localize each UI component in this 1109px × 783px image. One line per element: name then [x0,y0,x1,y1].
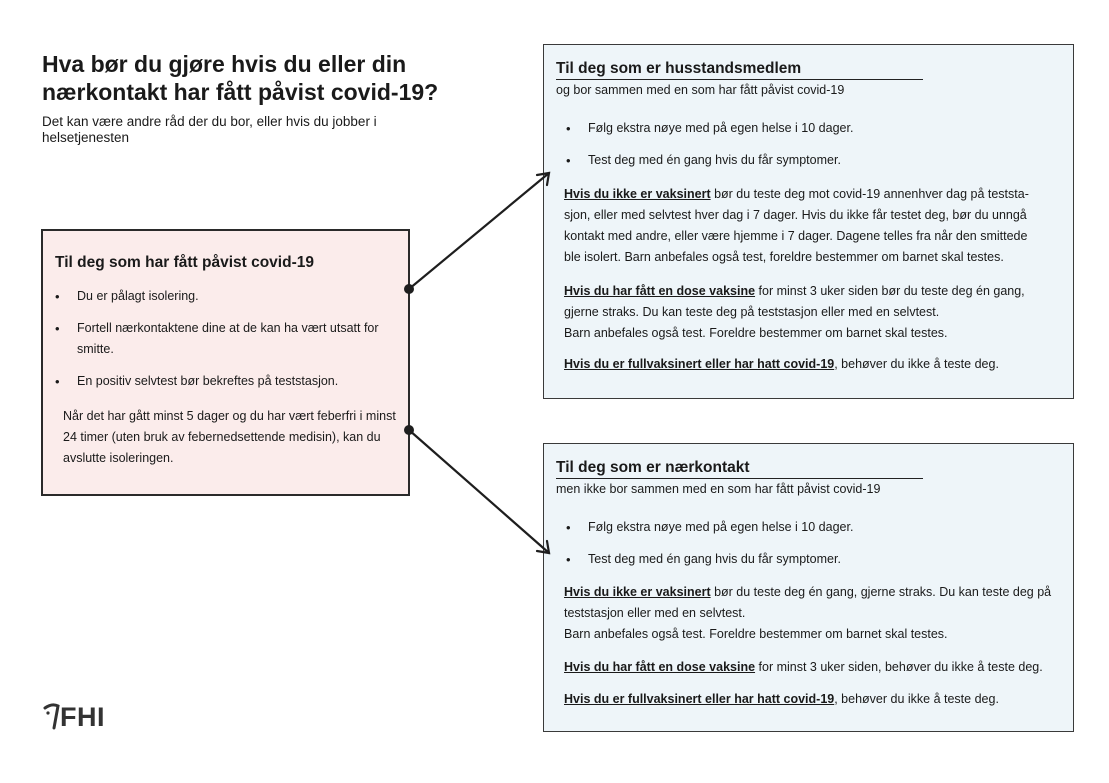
infected-isolation-text: Når det har gått minst 5 dager og du har vært feberfri i minst 24 timer (uten bruk av febernedsettende medisin), kan du avslutte isoleringen. [63,409,396,465]
household-one-dose-label: Hvis du har fått en dose vaksine [564,284,756,298]
infected-heading: Til deg som har fått påvist covid-19 [55,254,314,271]
list-item: • Test deg med én gang hvis du får symptomer. [556,150,1056,171]
connector-dot-top [404,284,414,294]
household-unvaccinated-label: Hvis du ikke er vaksinert [564,187,711,201]
arrow-to-household [409,173,549,289]
close-contact-unvaccinated-text: Hvis du ikke er vaksinert bør du teste deg én gang, gjerne straks. Du kan teste deg på teststasjon eller med en selvtest. Barn anbefales også test. Foreldre bestemmer om barnet skal testes. [564,585,1052,641]
household-heading: Til deg som er husstandsmedlem [556,60,923,80]
close-contact-full-label: Hvis du er fullvaksinert eller har hatt covid-19 [564,692,835,706]
page-subtitle: Det kan være andre råd der du bor, eller hvis du jobber i helsetjenesten [42,114,377,145]
household-full-label: Hvis du er fullvaksinert eller har hatt covid-19 [564,357,835,371]
close-contact-heading: Til deg som er nærkontakt [556,459,923,479]
close-contact-subheading: men ikke bor sammen med en som har fått påvist covid-19 [556,482,881,496]
close-contact-one-dose-text: Hvis du har fått en dose vaksine for minst 3 uker siden, behøver du ikke å teste deg. [564,660,1043,674]
arrow-to-close-contact [409,430,549,553]
household-unvaccinated-text: Hvis du ikke er vaksinert bør du teste deg mot covid-19 annenhver dag på teststa-sjon, eller med selvtest hver dag i 7 dager. Hvis du ikke får testet deg, bør du unngå kontakt med andre, eller være hjemme i 7 dager. Dagene telles fra når den smittede ble isolert. Barn anbefales også test, foreldre bestemmer om barnet skal testes. [564,187,1029,264]
list-item: • En positiv selvtest bør bekreftes på teststasjon. [45,371,395,392]
list-item: • Følg ekstra nøye med på egen helse i 10 dager. [556,118,1056,139]
household-full-text: Hvis du er fullvaksinert eller har hatt covid-19, behøver du ikke å teste deg. [564,357,999,371]
list-item: • Du er pålagt isolering. [45,286,395,307]
list-item: • Følg ekstra nøye med på egen helse i 10 dager. [556,517,1056,538]
close-contact-full-text: Hvis du er fullvaksinert eller har hatt covid-19, behøver du ikke å teste deg. [564,692,999,706]
close-contact-one-dose-label: Hvis du har fått en dose vaksine [564,660,756,674]
close-contact-unvaccinated-label: Hvis du ikke er vaksinert [564,585,711,599]
household-children-text: Barn anbefales også test. Foreldre bestemmer om barnet skal testes. [564,326,948,340]
fhi-logo-text: FHI [60,702,105,732]
household-one-dose-text: Hvis du har fått en dose vaksine for minst 3 uker siden bør du teste deg én gang, gjerne straks. Du kan teste deg på teststasjon eller med en selvtest. Barn anbefales også test. Foreldre bestemmer om barnet skal testes. [564,284,1025,340]
close-contact-children-text: Barn anbefales også test. Foreldre bestemmer om barnet skal testes. [564,627,948,641]
list-item: • Test deg med én gang hvis du får symptomer. [556,549,1056,570]
page-title: Hva bør du gjøre hvis du eller din nærkontakt har fått påvist covid-19? [42,51,439,105]
list-item: • Fortell nærkontaktene dine at de kan ha vært utsatt for smitte. [45,318,395,360]
household-subheading: og bor sammen med en som har fått påvist covid-19 [556,83,845,97]
connector-dot-bottom [404,425,414,435]
